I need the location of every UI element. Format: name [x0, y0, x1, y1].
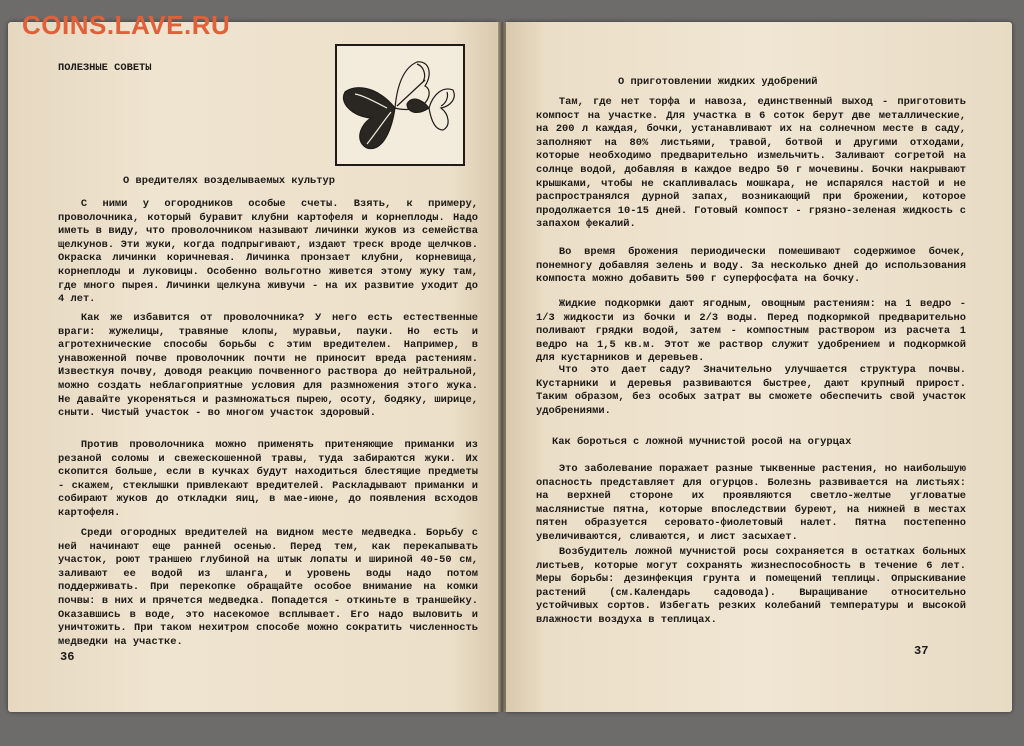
section-title-mildew: Как бороться с ложной мучнистой росой на огурцах — [552, 436, 852, 448]
paragraph: Там, где нет торфа и навоза, единственный выход - приготовить компост на участке. Для участка в 6 соток берут две металлические, на 200 л каждая, бочки, устанавливают их на солнечном месте в саду, заполняют на 80% листьями, травой, ботвой и другими отходами, которые необходимо предварительно измельчить. Заливают согретой на солнце водой, добавляя в каждое ведро 50 г мочевины. Бочки накрывают крышками, чтобы не скапливалась мошкара, не испарялся настой и не распространялся дурной запах, возникающий при брожении, которое продолжается 10-15 дней. Готовый компост - грязно-зеленая жидкость с запахом фекалий. — [536, 96, 966, 231]
paragraph: Против проволочника можно применять притеняющие приманки из резаной соломы и свежескошенной травы, туда забираются жуки. Их скопится больше, если в кучках будут находиться блестящие предметы - скажем, стеклышки привлекают вредителей. Раскладывают приманки и собирают жуков до откладки яиц, в мае-июне, до появления всходов картофеля. — [58, 439, 478, 519]
book-spine — [498, 22, 506, 712]
page-number-right: 37 — [914, 644, 929, 658]
paragraph: Как же избавится от проволочника? У него есть естественные враги: жужелицы, травяные клопы, муравьи, пауки. Но есть и агротехнические способы борьбы с этим вредителем. Например, в унавоженной почве проволочник почти не приносит вреда растениям. Известкуя почву, доводя реакцию почвенного раствора до нейтральной, можно создать неблагоприятные условия для размножения этого жука. Не давайте укореняться и размножаться пырею, осоту, бодяку, ширице, сныти. Чистый участок - во многом участок здоровый. — [58, 312, 478, 420]
section-title-pests: О вредителях возделываемых культур — [123, 175, 336, 187]
page-number-left: 36 — [60, 650, 75, 664]
paragraph: Это заболевание поражает разные тыквенные растения, но наибольшую опасность представляет для огурцов. Болезнь развивается на листьях: на верхней стороне их проявляются светло-желтые угловатые маслянистые пятна, которые впоследствии буреют, на нижней в местах пятен образуется серовато-фиолетовый налет. Пятна постепенно увеличиваются, сливаются, и лист засыхает. — [536, 463, 966, 543]
butterflies-icon — [337, 46, 459, 160]
left-page — [8, 22, 498, 712]
paragraph: Жидкие подкормки дают ягодным, овощным растениям: на 1 ведро - 1/3 жидкости из бочки и 2/3 воды. Перед подкормкой предварительно поливают грядки водой, затем - компостным раствором из расчета 1 ведро на 1,5 кв.м. Этот же раствор служит удобрением и подкормкой для кустарников и деревьев. — [536, 298, 966, 365]
right-page — [506, 22, 1012, 712]
watermark: COINS.LAVE.RU — [22, 10, 231, 40]
section-title-fertilizer: О приготовлении жидких удобрений — [618, 76, 818, 88]
paragraph: Возбудитель ложной мучнистой росы сохраняется в остатках больных листьев, которые могут сохранять жизнеспособность в течение 6 лет. Меры борьбы: дезинфекция грунта и помещений теплицы. Опрыскивание растений (см.Календарь садовода). Выращивание относительно устойчивых сортов. Избегать резких колебаний температуры и высокой влажности воздуха в теплицах. — [536, 546, 966, 626]
paragraph: Среди огородных вредителей на видном месте медведка. Борьбу с ней начинают еще ранней осенью. Перед тем, как перекапывать участок, роют траншею глубиной на штык лопаты и шириной 40-50 см, заливают ее водой из шланга, и уровень воды надо потом поддерживать. При перекопке обращайте особое внимание на комки почвы: в них и прячется медведка. Попадется - откиньте в траншейку. Оказавшись в воде, это насекомое всплывает. Его надо выловить и уничтожить. При таком нехитром способе можно сократить численность медведки на участке. — [58, 527, 478, 648]
paragraph: Что это дает саду? Значительно улучшается структура почвы. Кустарники и деревья развиваются быстрее, дают крупный прирост. Таким образом, без особых затрат вы сможете обеспечить свой участок удобрениями. — [536, 364, 966, 417]
left-header: ПОЛЕЗНЫЕ СОВЕТЫ — [58, 62, 152, 74]
butterflies-illustration — [335, 44, 465, 166]
paragraph: Во время брожения периодически помешивают содержимое бочек, понемногу добавляя зелень и воду. За несколько дней до использования компоста можно добавить 500 г суперфосфата на бочку. — [536, 246, 966, 286]
paragraph: С ними у огородников особые счеты. Взять, к примеру, проволочника, который буравит клубни картофеля и корнеплоды. Надо иметь в виду, что проволочником называют личинки жуков из семейства щелкунов. Эти жуки, когда подпрыгивают, издают треск вроде щелчков. Окраска личинки коричневая. Личинка пронзает клубни, корневища, корнеплоды и луковицы. Особенно вольготно живется этому жуку там, где много пырея. Личинки щелкуна живучи - на их развитие уходит до 4 лет. — [58, 198, 478, 306]
